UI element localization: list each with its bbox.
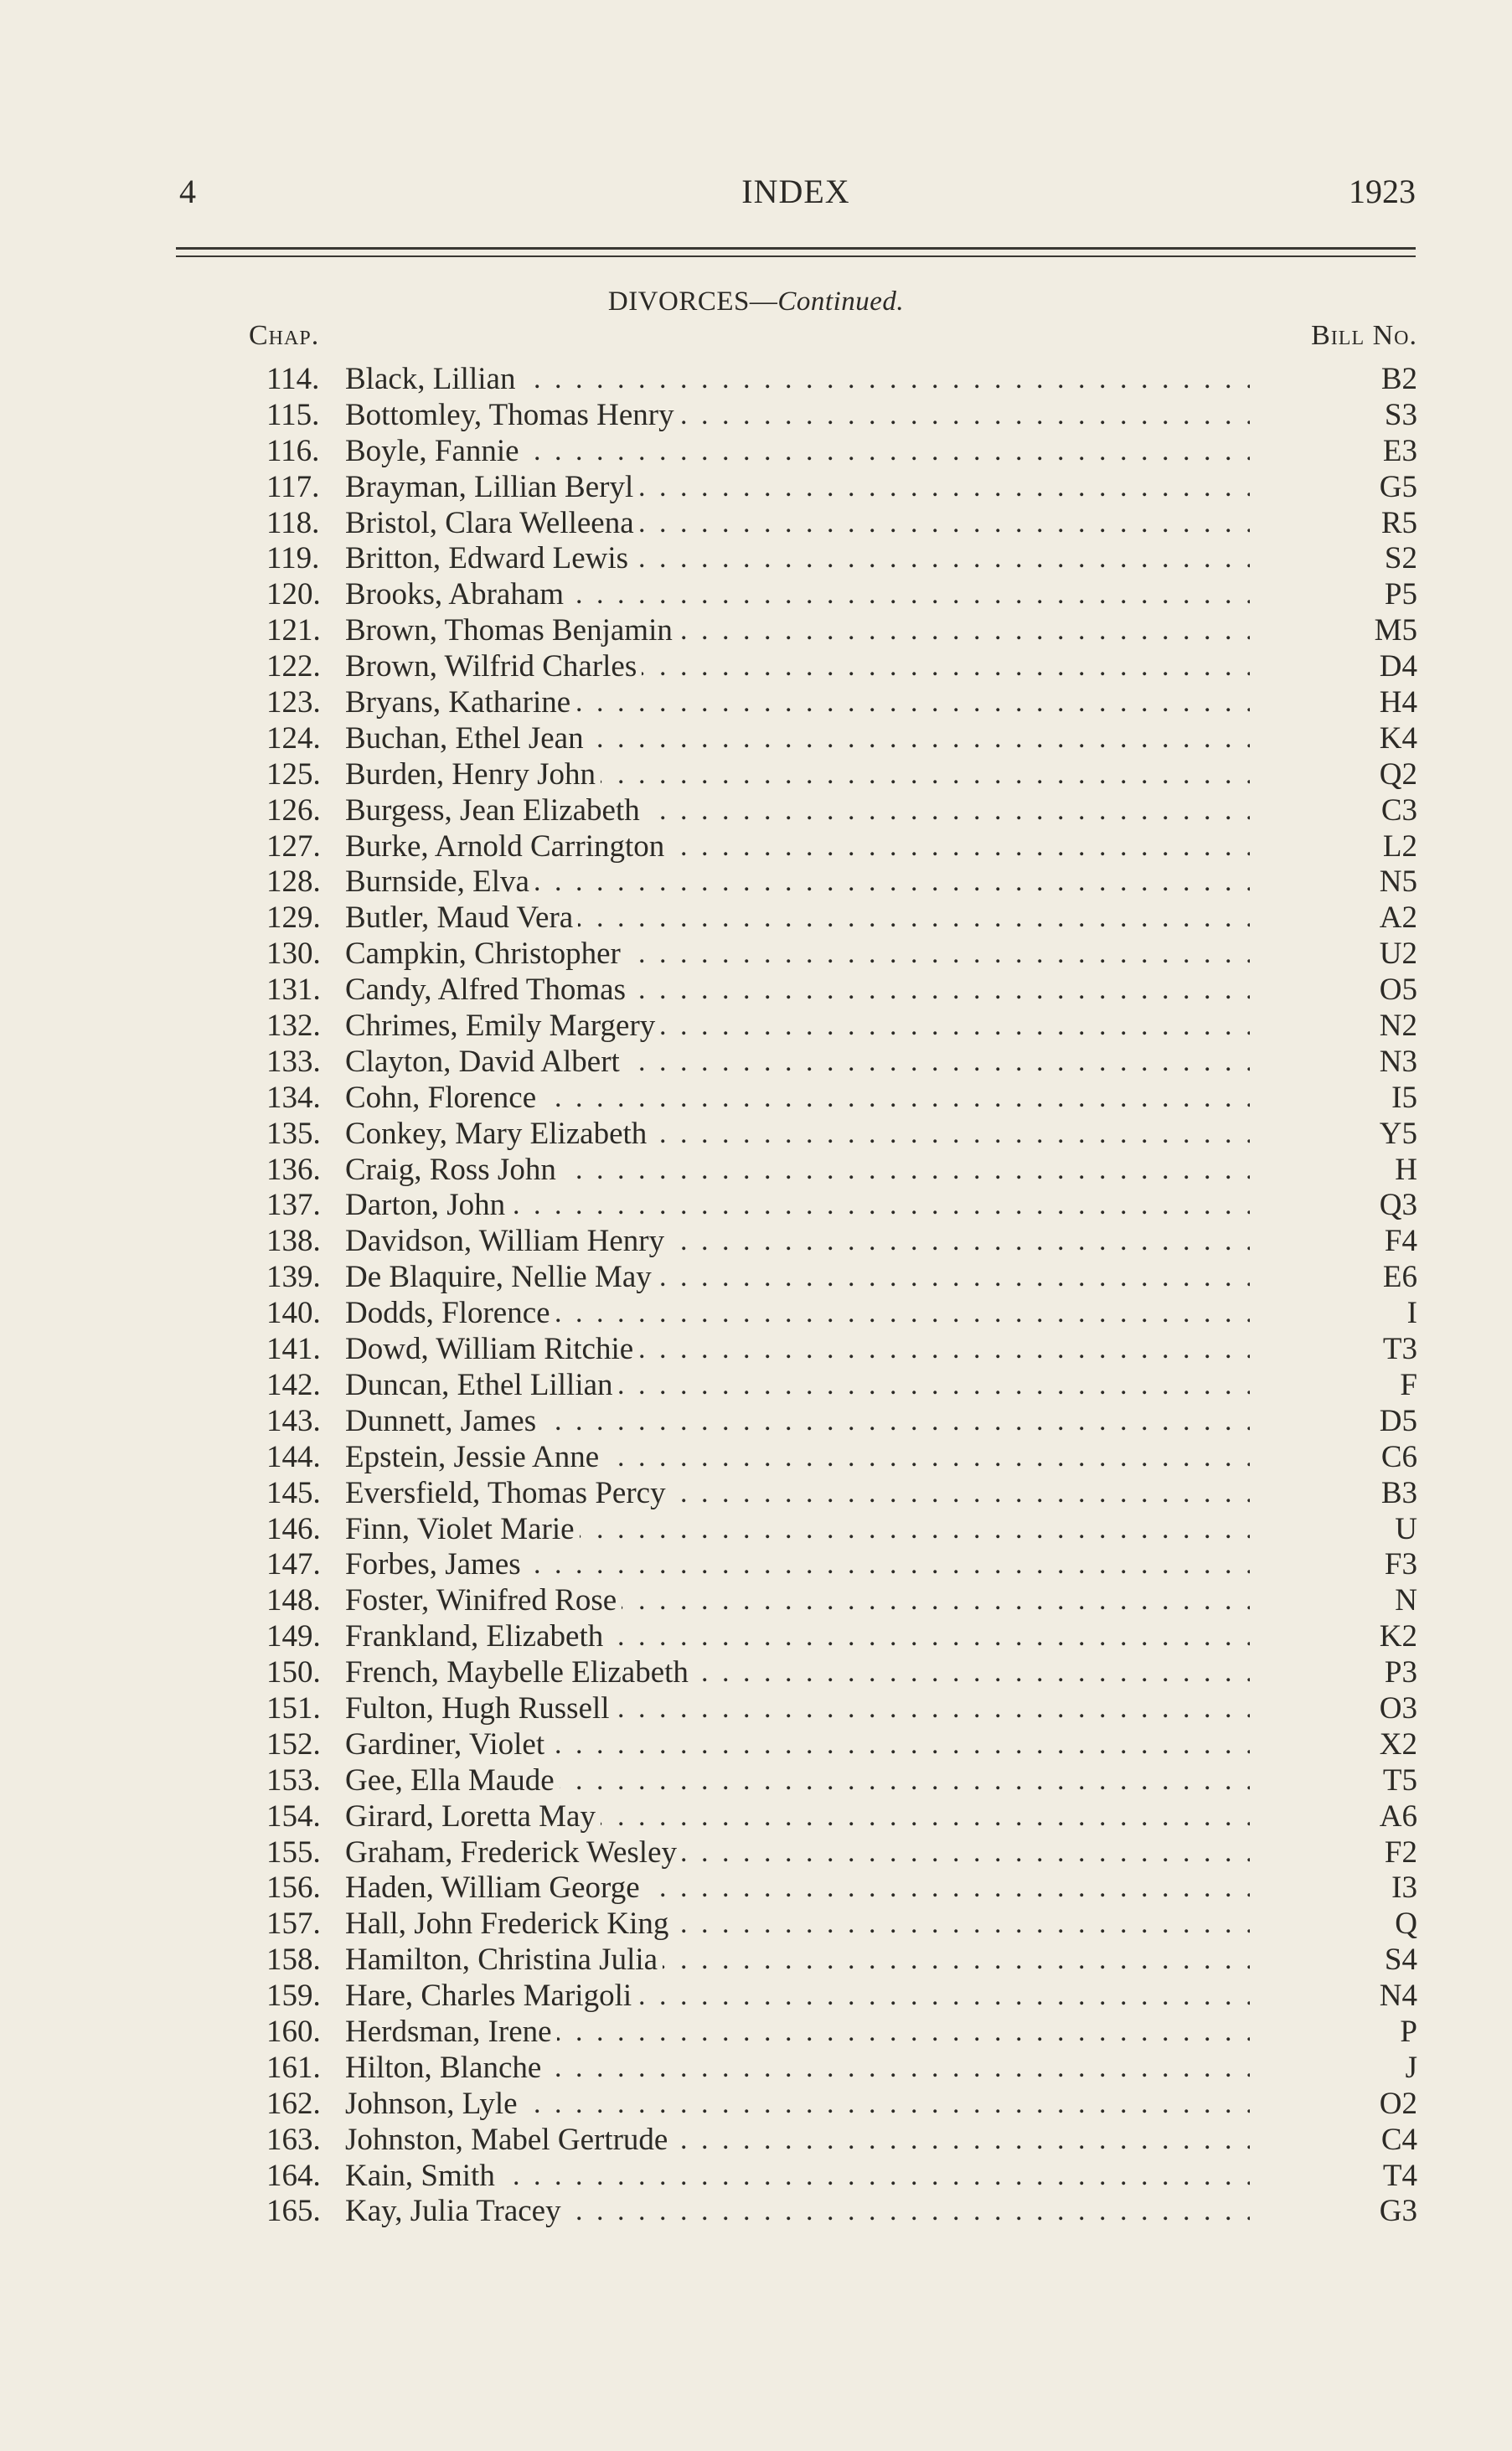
running-head: [176, 172, 1416, 222]
chapter-number: 142.: [266, 1367, 321, 1402]
list-item: [0, 1835, 1512, 1871]
bill-number: T3: [1382, 1332, 1417, 1367]
bill-number: K4: [1379, 720, 1417, 756]
entry-name-leader: [345, 1296, 1250, 1332]
bill-number: C3: [1380, 792, 1417, 828]
entry-name-leader: [345, 973, 1250, 1009]
list-item: [0, 685, 1512, 721]
chapter-number: 146.: [266, 1511, 321, 1546]
chapter-number: 129.: [266, 900, 321, 936]
entry-name-leader: [345, 1943, 1250, 1979]
entry-name: Foster, Winifred Rose: [345, 1583, 622, 1618]
bill-number: N: [1395, 1583, 1417, 1618]
chapter-number: 120.: [266, 577, 321, 612]
bill-number: A2: [1379, 900, 1417, 936]
entry-name: De Blaquire, Nellie May: [345, 1260, 657, 1294]
list-item: [0, 1224, 1512, 1260]
entry-name: Kay, Julia Tracey: [345, 2194, 566, 2228]
list-item: [0, 1583, 1512, 1619]
bill-number: U2: [1379, 937, 1417, 972]
chapter-number: 147.: [266, 1547, 321, 1582]
list-item: [0, 470, 1512, 506]
chapter-number: 122.: [266, 649, 321, 684]
chapter-number: 162.: [266, 2086, 321, 2121]
chapter-number: 131.: [266, 973, 321, 1008]
bill-number: U: [1395, 1511, 1417, 1546]
entry-name: Dunnett, James: [345, 1404, 541, 1438]
list-item: [0, 1081, 1512, 1117]
entry-name: Johnston, Mabel Gertrude: [345, 2123, 673, 2157]
chapter-number: 150.: [266, 1655, 321, 1690]
entry-name: Buchan, Ethel Jean: [345, 721, 589, 756]
list-item: [0, 613, 1512, 649]
chapter-number: 157.: [266, 1907, 321, 1942]
list-item: [0, 1045, 1512, 1081]
list-item: [0, 1655, 1512, 1691]
bill-number: T5: [1382, 1762, 1417, 1798]
entry-name-leader: [345, 1476, 1250, 1512]
entry-name-leader: [345, 1727, 1250, 1763]
entry-name: Boyle, Fannie: [345, 434, 524, 468]
entry-name-leader: [345, 1224, 1250, 1260]
entry-name-leader: [345, 1799, 1250, 1835]
bill-number: N5: [1379, 864, 1417, 900]
list-item: [0, 398, 1512, 434]
bill-number: D5: [1379, 1403, 1417, 1438]
entry-name-leader: [345, 1691, 1250, 1727]
list-item: [0, 757, 1512, 793]
entry-name: Dodds, Florence: [345, 1296, 555, 1330]
bill-number: E6: [1382, 1260, 1417, 1295]
chapter-number: 154.: [266, 1798, 321, 1834]
bill-number: N4: [1379, 1979, 1417, 2014]
list-item: [0, 1979, 1512, 2015]
list-item: [0, 1153, 1512, 1189]
entry-name: Brown, Thomas Benjamin: [345, 613, 678, 648]
bill-number: L2: [1382, 828, 1417, 864]
chapter-number: 123.: [266, 685, 321, 720]
entry-name: Herdsman, Irene: [345, 2015, 557, 2049]
entry-name: Dowd, William Ritchie: [345, 1332, 638, 1366]
chapter-number: 135.: [266, 1116, 321, 1151]
entry-name: Fulton, Hugh Russell: [345, 1691, 615, 1726]
entry-name: Brooks, Abraham: [345, 577, 569, 611]
column-header-bill: Bill No.: [1311, 320, 1417, 351]
chapter-number: 152.: [266, 1726, 321, 1762]
entry-name: Hare, Charles Marigoli: [345, 1979, 637, 2013]
list-item: [0, 1440, 1512, 1476]
entry-name-leader: [345, 2087, 1250, 2123]
entry-name: Bryans, Katharine: [345, 685, 575, 720]
list-item: [0, 434, 1512, 470]
chapter-number: 138.: [266, 1224, 321, 1259]
entry-name: Britton, Edward Lewis: [345, 541, 633, 575]
chapter-number: 133.: [266, 1044, 321, 1079]
bill-number: I: [1406, 1296, 1417, 1331]
entry-name-leader: [345, 2051, 1250, 2087]
entry-name: Hamilton, Christina Julia: [345, 1943, 663, 1977]
entry-name-leader: [345, 1907, 1250, 1943]
list-item: [0, 577, 1512, 613]
entry-name-leader: [345, 541, 1250, 577]
entry-name-leader: [345, 2194, 1250, 2230]
bill-number: Q3: [1379, 1188, 1417, 1223]
bill-number: P: [1400, 2014, 1417, 2049]
list-item: [0, 1763, 1512, 1799]
bill-number: B2: [1380, 362, 1417, 396]
entry-name-leader: [345, 398, 1250, 434]
entry-name: Black, Lillian: [345, 362, 520, 396]
bill-number: D4: [1379, 649, 1417, 684]
bill-number: N2: [1379, 1009, 1417, 1044]
entry-name-leader: [345, 1009, 1250, 1045]
divorce-entries-list: [0, 362, 1512, 2230]
entry-name: Frankland, Elizabeth: [345, 1619, 608, 1654]
entry-name: Duncan, Ethel Lillian: [345, 1368, 618, 1402]
chapter-number: 139.: [266, 1260, 321, 1295]
bill-number: X2: [1379, 1726, 1417, 1762]
chapter-number: 163.: [266, 2122, 321, 2157]
entry-name: Clayton, David Albert: [345, 1045, 625, 1079]
entry-name-leader: [345, 1835, 1250, 1871]
bill-number: S4: [1384, 1943, 1417, 1978]
entry-name: Burgess, Jean Elizabeth: [345, 793, 645, 828]
chapter-number: 121.: [266, 613, 321, 648]
chapter-number: 128.: [266, 864, 321, 900]
entry-name-leader: [345, 757, 1250, 793]
header-rule-top: [176, 247, 1416, 250]
list-item: [0, 2015, 1512, 2051]
entry-name-leader: [345, 1117, 1250, 1153]
entry-name-leader: [345, 864, 1250, 900]
list-item: [0, 1260, 1512, 1296]
list-item: [0, 1368, 1512, 1404]
list-item: [0, 1117, 1512, 1153]
list-item: [0, 1907, 1512, 1943]
entry-name: Forbes, James: [345, 1547, 526, 1582]
bill-number: F: [1400, 1367, 1417, 1402]
chapter-number: 116.: [266, 433, 320, 468]
bill-number: B3: [1380, 1475, 1417, 1510]
page-number: 4: [179, 173, 196, 210]
entry-name: Brayman, Lillian Beryl: [345, 470, 638, 504]
entry-name-leader: [345, 1763, 1250, 1799]
chapter-number: 114.: [266, 362, 320, 396]
chapter-number: 127.: [266, 828, 321, 864]
chapter-number: 115.: [266, 397, 320, 432]
entry-name-leader: [345, 649, 1250, 685]
entry-name-leader: [345, 2015, 1250, 2051]
list-item: [0, 1009, 1512, 1045]
page-title: INDEX: [741, 173, 850, 210]
list-item: [0, 1870, 1512, 1907]
list-item: [0, 1476, 1512, 1512]
entry-name-leader: [345, 2159, 1250, 2195]
bill-number: F3: [1384, 1547, 1417, 1582]
bill-number: F2: [1384, 1834, 1417, 1870]
entry-name-leader: [345, 1979, 1250, 2015]
entry-name-leader: [345, 506, 1250, 542]
chapter-number: 165.: [266, 2194, 321, 2229]
chapter-number: 160.: [266, 2014, 321, 2049]
bill-number: S3: [1384, 397, 1417, 432]
chapter-number: 119.: [266, 541, 320, 576]
chapter-number: 117.: [266, 469, 320, 504]
entry-name: Burden, Henry John: [345, 757, 601, 792]
list-item: [0, 793, 1512, 829]
bill-number: M5: [1374, 613, 1417, 648]
list-item: [0, 649, 1512, 685]
entry-name: Johnson, Lyle: [345, 2087, 523, 2121]
chapter-number: 118.: [266, 505, 320, 540]
entry-name: Conkey, Mary Elizabeth: [345, 1117, 652, 1151]
entry-name-leader: [345, 577, 1250, 613]
bill-number: C4: [1380, 2122, 1417, 2157]
chapter-number: 158.: [266, 1943, 321, 1978]
chapter-number: 155.: [266, 1834, 321, 1870]
chapter-number: 144.: [266, 1439, 321, 1474]
entry-name: Hall, John Frederick King: [345, 1907, 673, 1941]
chapter-number: 153.: [266, 1762, 321, 1798]
entry-name: Eversfield, Thomas Percy: [345, 1476, 671, 1510]
bill-number: O2: [1379, 2086, 1417, 2121]
entry-name: Bottomley, Thomas Henry: [345, 398, 679, 432]
header-rule-bottom: [176, 255, 1416, 257]
bill-number: S2: [1384, 541, 1417, 576]
chapter-number: 164.: [266, 2158, 321, 2193]
entry-name-leader: [345, 1404, 1250, 1440]
entry-name-leader: [345, 1260, 1250, 1296]
list-item: [0, 2194, 1512, 2230]
entry-name-leader: [345, 829, 1250, 865]
entry-name: Gardiner, Violet: [345, 1727, 550, 1762]
bill-number: Y5: [1379, 1116, 1417, 1151]
chapter-number: 137.: [266, 1188, 321, 1223]
entry-name-leader: [345, 721, 1250, 757]
entry-name-leader: [345, 434, 1250, 470]
bill-number: A6: [1379, 1798, 1417, 1834]
chapter-number: 159.: [266, 1979, 321, 2014]
list-item: [0, 1512, 1512, 1548]
list-item: [0, 1727, 1512, 1763]
entry-name: Girard, Loretta May: [345, 1799, 601, 1834]
entry-name-leader: [345, 937, 1250, 973]
list-item: [0, 2051, 1512, 2087]
entry-name-leader: [345, 2123, 1250, 2159]
entry-name: Haden, William George: [345, 1870, 645, 1905]
bill-number: P5: [1384, 577, 1417, 612]
bill-number: Q: [1395, 1907, 1417, 1942]
bill-number: O3: [1379, 1690, 1417, 1726]
list-item: [0, 362, 1512, 398]
list-item: [0, 900, 1512, 937]
bill-number: R5: [1380, 505, 1417, 540]
chapter-number: 151.: [266, 1690, 321, 1726]
bill-number: K2: [1379, 1619, 1417, 1654]
entry-name: Craig, Ross John: [345, 1153, 561, 1187]
list-item: [0, 1296, 1512, 1332]
chapter-number: 156.: [266, 1870, 321, 1906]
entry-name-leader: [345, 1583, 1250, 1619]
bill-number: G3: [1379, 2194, 1417, 2229]
bill-number: G5: [1379, 469, 1417, 504]
entry-name-leader: [345, 900, 1250, 937]
entry-name-leader: [345, 1512, 1250, 1548]
list-item: [0, 506, 1512, 542]
chapter-number: 130.: [266, 937, 321, 972]
bill-number: P3: [1384, 1655, 1417, 1690]
entry-name-leader: [345, 362, 1250, 398]
section-title: [0, 286, 1512, 317]
entry-name: Kain, Smith: [345, 2159, 500, 2193]
entry-name: Gee, Ella Maude: [345, 1763, 560, 1798]
section-name: DIVORCES—: [607, 286, 778, 317]
entry-name: Epstein, Jessie Anne: [345, 1440, 604, 1474]
column-header-chap: Chap.: [249, 320, 320, 351]
list-item: [0, 1799, 1512, 1835]
section-continued: Continued.: [777, 286, 905, 317]
chapter-number: 126.: [266, 792, 321, 828]
list-item: [0, 1547, 1512, 1583]
entry-name: Burke, Arnold Carrington: [345, 829, 669, 864]
entry-name: Graham, Frederick Wesley: [345, 1835, 682, 1870]
entry-name-leader: [345, 1440, 1250, 1476]
bill-number: H: [1395, 1152, 1417, 1187]
chapter-number: 125.: [266, 756, 321, 792]
entry-name: Chrimes, Emily Margery: [345, 1009, 660, 1043]
entry-name-leader: [345, 793, 1250, 829]
chapter-number: 134.: [266, 1080, 321, 1115]
list-item: [0, 2087, 1512, 2123]
entry-name: Darton, John: [345, 1188, 510, 1222]
entry-name-leader: [345, 1332, 1250, 1368]
entry-name-leader: [345, 1081, 1250, 1117]
bill-number: Q2: [1379, 756, 1417, 792]
entry-name: Candy, Alfred Thomas: [345, 973, 631, 1007]
bill-number: T4: [1382, 2158, 1417, 2193]
entry-name: Burnside, Elva: [345, 864, 534, 899]
entry-name-leader: [345, 685, 1250, 721]
entry-name-leader: [345, 1368, 1250, 1404]
list-item: [0, 721, 1512, 757]
bill-number: N3: [1379, 1044, 1417, 1079]
entry-name: Brown, Wilfrid Charles: [345, 649, 642, 684]
list-item: [0, 1404, 1512, 1440]
chapter-number: 124.: [266, 720, 321, 756]
bill-number: E3: [1382, 433, 1417, 468]
bill-number: F4: [1384, 1224, 1417, 1259]
chapter-number: 161.: [266, 2050, 321, 2085]
entry-name-leader: [345, 1188, 1250, 1224]
chapter-number: 143.: [266, 1403, 321, 1438]
entry-name-leader: [345, 470, 1250, 506]
entry-name-leader: [345, 1619, 1250, 1655]
chapter-number: 145.: [266, 1475, 321, 1510]
list-item: [0, 829, 1512, 865]
chapter-number: 132.: [266, 1009, 321, 1044]
entry-name: Campkin, Christopher: [345, 937, 626, 971]
bill-number: I5: [1391, 1080, 1417, 1115]
list-item: [0, 973, 1512, 1009]
list-item: [0, 2159, 1512, 2195]
entry-name: Butler, Maud Vera: [345, 900, 578, 935]
entry-name: Finn, Violet Marie: [345, 1512, 580, 1546]
entry-name-leader: [345, 1153, 1250, 1189]
bill-number: C6: [1380, 1439, 1417, 1474]
bill-number: J: [1405, 2050, 1417, 2085]
list-item: [0, 1332, 1512, 1368]
chapter-number: 141.: [266, 1332, 321, 1367]
entry-name: Davidson, William Henry: [345, 1224, 669, 1258]
entry-name: Hilton, Blanche: [345, 2051, 546, 2085]
bill-number: O5: [1379, 973, 1417, 1008]
chapter-number: 140.: [266, 1296, 321, 1331]
list-item: [0, 864, 1512, 900]
entry-name: Bristol, Clara Welleena: [345, 506, 639, 540]
chapter-number: 136.: [266, 1152, 321, 1187]
list-item: [0, 1943, 1512, 1979]
list-item: [0, 1619, 1512, 1655]
list-item: [0, 2123, 1512, 2159]
bill-number: H4: [1379, 685, 1417, 720]
entry-name-leader: [345, 1045, 1250, 1081]
list-item: [0, 541, 1512, 577]
list-item: [0, 937, 1512, 973]
entry-name-leader: [345, 613, 1250, 649]
chapter-number: 148.: [266, 1583, 321, 1618]
entry-name: French, Maybelle Elizabeth: [345, 1655, 694, 1690]
entry-name-leader: [345, 1547, 1250, 1583]
bill-number: I3: [1391, 1870, 1417, 1906]
entry-name-leader: [345, 1655, 1250, 1691]
page-year: 1923: [1349, 173, 1416, 210]
chapter-number: 149.: [266, 1619, 321, 1654]
entry-name-leader: [345, 1870, 1250, 1907]
list-item: [0, 1188, 1512, 1224]
list-item: [0, 1691, 1512, 1727]
entry-name: Cohn, Florence: [345, 1081, 541, 1115]
